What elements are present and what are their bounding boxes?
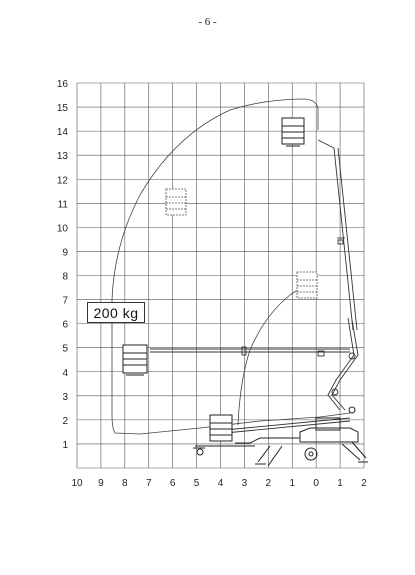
outreach-tick-label: 4 [217,478,224,489]
height-tick-label: 16 [56,79,68,90]
outreach-tick-label: 9 [98,478,104,489]
height-tick-label: 11 [57,199,68,211]
boom-upper [318,140,357,330]
working-envelope [112,99,350,434]
height-tick-label: 10 [56,223,68,235]
height-tick-label: 2 [62,415,68,427]
outreach-tick-label: 8 [122,478,128,489]
outreach-axis [71,478,367,489]
height-tick-label: 6 [62,319,68,331]
outreach-tick-label: 6 [169,478,176,489]
platform-basket-icon [166,189,186,215]
height-tick-label: 9 [62,247,68,259]
outreach-tick-label: 7 [145,478,152,489]
boom-horizontal [150,347,350,356]
outreach-tick-label: 0 [313,478,319,489]
height-tick-label: 7 [62,295,68,307]
height-axis [57,79,69,451]
outreach-tick-label: 5 [193,478,200,489]
boom-lower [225,418,350,433]
height-tick-label: 13 [56,151,68,163]
height-tick-label: 1 [62,439,68,451]
height-tick-label: 5 [62,343,68,355]
boom-knuckle [328,318,358,410]
outreach-tick-label: 3 [241,478,248,489]
grid [77,83,364,468]
height-tick-label: 8 [62,271,68,283]
outreach-tick-label: 1 [289,478,296,489]
platform-basket-icon [210,415,232,441]
platform-basket-icon [282,118,304,146]
reach-curve [238,282,312,425]
height-tick-label: 14 [56,127,68,139]
height-tick-label: 15 [56,103,68,115]
height-tick-label: 4 [62,367,68,379]
platform-basket-icon [123,345,147,375]
platform-basket-icon [297,272,317,298]
load-capacity-label: 200 kg [87,302,145,323]
height-tick-label: 12 [56,175,68,187]
outreach-tick-label: 2 [361,478,367,489]
outreach-tick-label: 1 [337,478,343,489]
height-tick-label: 3 [62,391,68,403]
outreach-tick-label: 10 [71,478,83,489]
outreach-tick-label: 2 [265,478,272,489]
page-number: - 6 - [198,16,217,28]
